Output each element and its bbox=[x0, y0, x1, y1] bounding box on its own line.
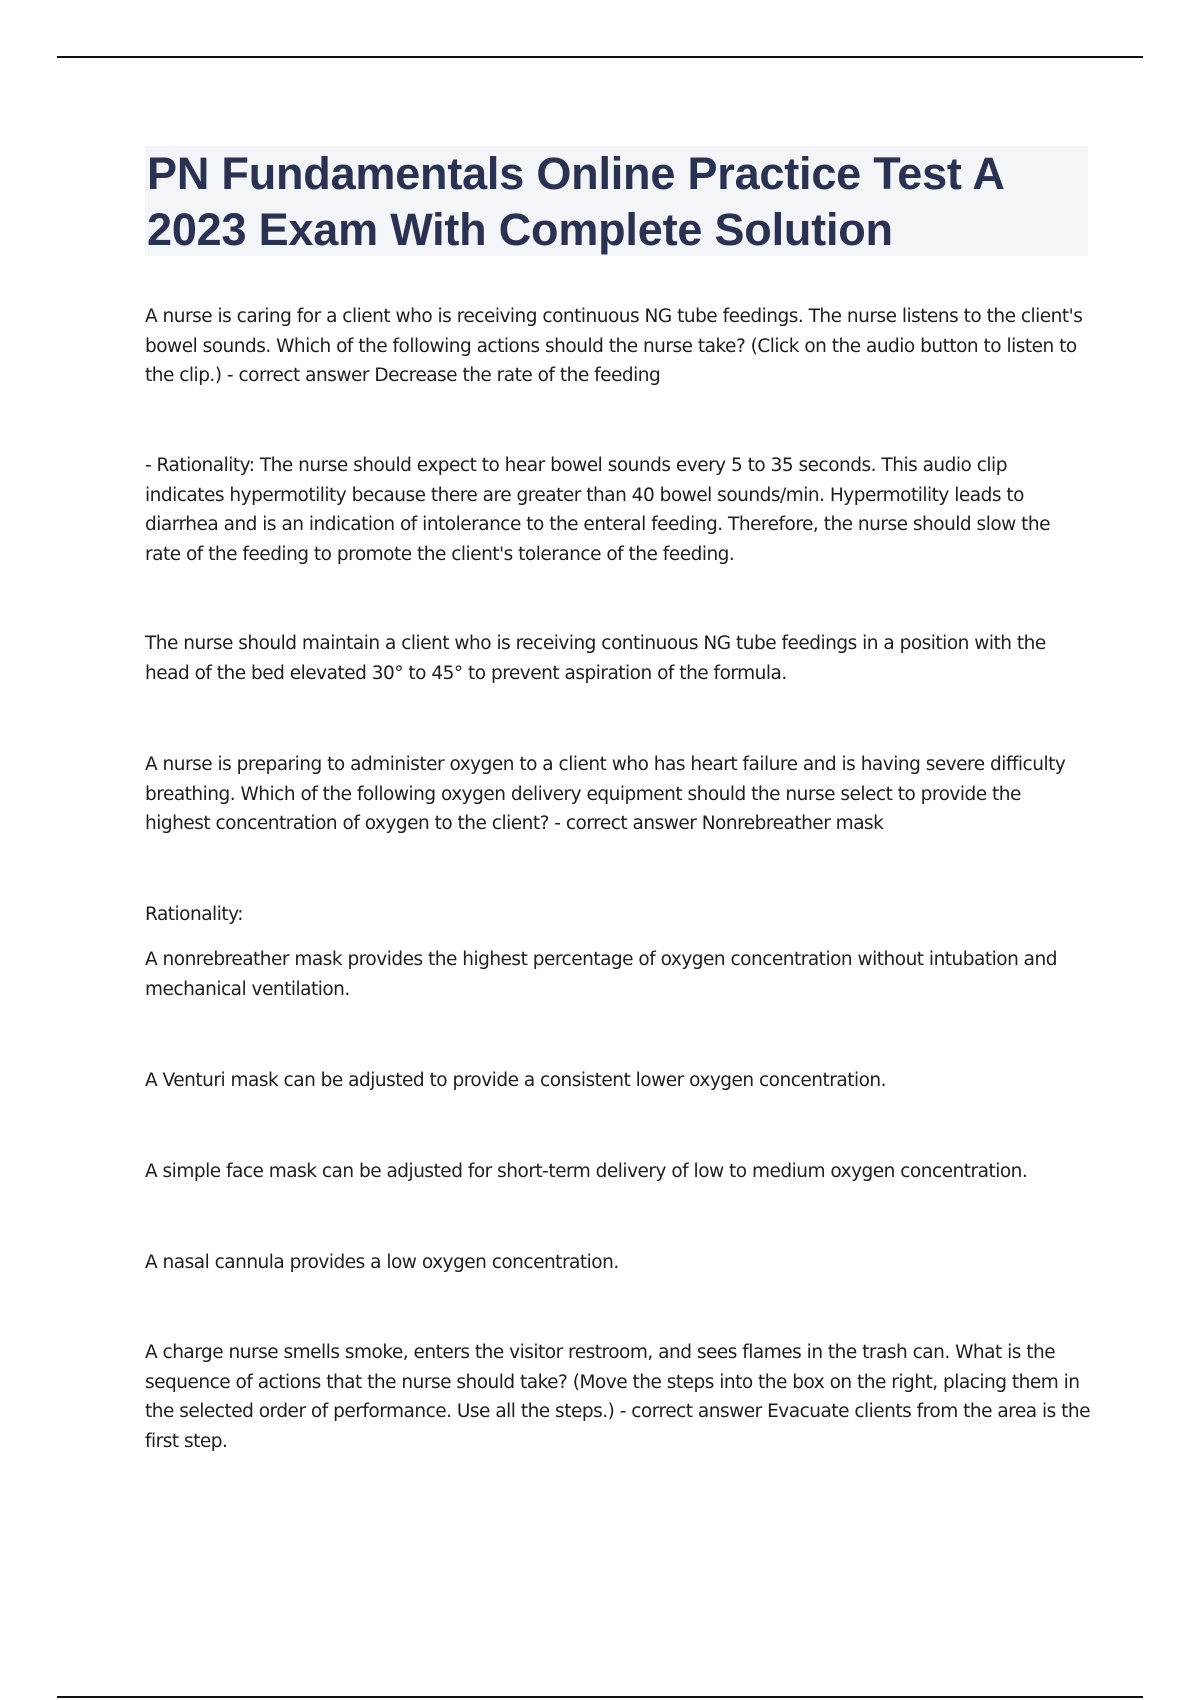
title-block bbox=[145, 146, 1088, 256]
question-fire-sequence: A charge nurse smells smoke, enters the visitor restroom, and sees flames in the trash can. What is the sequence of actions that the nurse should take? (Move the steps into the box on the right, placing them in the selected order of performance. Use all the steps.) - correct answer Evacuate clients from the area is the first step. bbox=[145, 1342, 1090, 1452]
footer-rule bbox=[57, 1696, 1143, 1698]
document-title: PN Fundamentals Online Practice Test A 2023 Exam With Complete Solution bbox=[147, 148, 1003, 255]
rationale-nasal-cannula: A nasal cannula provides a low oxygen concentration. bbox=[145, 1252, 619, 1273]
question-oxygen-delivery: A nurse is preparing to administer oxygen to a client who has heart failure and is having severe difficulty breathing. Which of the following oxygen delivery equipment should the nurse select to provide the highest concentration of oxygen to the client? - correct answer Nonrebreather mask bbox=[145, 754, 1066, 834]
rationale-heading: Rationality: bbox=[145, 904, 243, 925]
rationale-simple-mask: A simple face mask can be adjusted for short-term delivery of low to medium oxygen concentration. bbox=[145, 1161, 1028, 1182]
rationale-venturi: A Venturi mask can be adjusted to provide a consistent lower oxygen concentration. bbox=[145, 1070, 887, 1091]
rationale-nonrebreather: A nonrebreather mask provides the highest percentage of oxygen concentration without intubation and mechanical ventilation. bbox=[145, 949, 1057, 1000]
header-rule bbox=[57, 56, 1143, 58]
question-ng-feeding: A nurse is caring for a client who is receiving continuous NG tube feedings. The nurse listens to the client's bowel sounds. Which of the following actions should the nurse take? (Click on the audio button to listen to the clip.) - correct answer Decrease the rate of the feeding bbox=[145, 306, 1083, 386]
ng-feeding-positioning-note: The nurse should maintain a client who is receiving continuous NG tube feedings in a position with the head of the bed elevated 30° to 45° to prevent aspiration of the formula. bbox=[145, 633, 1046, 684]
rationale-ng-feeding: - Rationality: The nurse should expect to hear bowel sounds every 5 to 35 seconds. This audio clip indicates hypermotility because there are greater than 40 bowel sounds/min. Hypermotility leads to diarrhea and is an indication of intolerance to the enteral feeding. Therefore, the nurse should slow the rate of the feeding to promote the client's tolerance of the feeding. bbox=[145, 455, 1051, 565]
